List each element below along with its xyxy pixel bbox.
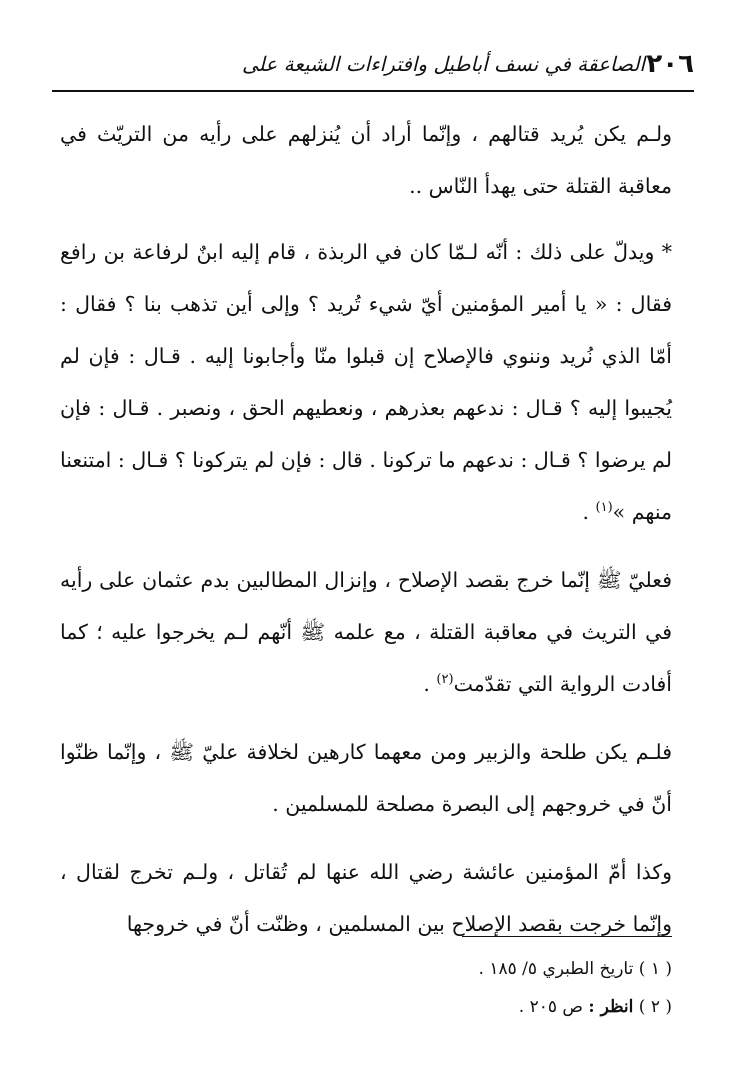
footnote-2-label: انظر : xyxy=(588,997,634,1017)
paragraph-3-tail: . xyxy=(423,672,437,696)
page-number: ٢٠٦ xyxy=(646,49,694,79)
paragraph-2-text: * ويدلّ على ذلك : أنّه لـمّا كان في الربذة ، قام إليه ابنٌ لرفاعة بن رافع فقال : « يا أمير المؤمنين أيّ شيء تُريد ؟ وإلى أين تذهب بنا ؟ فقال : أمّا الذي نُريد وننوي فالإصلاح إن قبلوا منّا وأجابونا إليه . قـال : فإن لم يُجيبوا إليه ؟ قـال : ندعهم بعذرهم ، ونعطيهم الحق ، ونصبر . قـال : فإن لم يرضوا ؟ قـال : ندعهم ما تركونا . قال : فإن لم يتركونا ؟ قـال : امتنعنا منهم » xyxy=(60,240,672,524)
footnote-ref-1[interactable]: (١) xyxy=(595,500,613,516)
paragraph-1-text: ولـم يكن يُريد قتالهم ، وإنّما أراد أن يُنزلهم على رأيه من التريّث في معاقبة القتلة حتى يهدأ النّاس .. xyxy=(60,122,672,198)
footnote-2 xyxy=(60,988,672,1026)
paragraph-2 xyxy=(60,226,672,538)
paragraph-2-tail: . xyxy=(582,500,596,524)
paragraph-5-text: وكذا أمّ المؤمنين عائشة رضي الله عنها لم تُقاتل ، ولـم تخرج لقتال ، وإنّما خرجت بقصد الإصلاح بين المسلمين ، وظنّت أنّ في خروجها xyxy=(60,860,672,936)
footnote-1-marker: ( ١ ) xyxy=(638,959,672,979)
header-divider xyxy=(52,90,694,92)
page-header xyxy=(52,42,694,86)
paragraph-4 xyxy=(60,726,672,830)
paragraph-5 xyxy=(60,846,672,950)
main-text xyxy=(60,108,672,966)
footnote-2-text: ص ٢٠٥ . xyxy=(518,997,583,1017)
paragraph-4-text: فلـم يكن طلحة والزبير ومن معهما كارهين لخلافة عليّ ﷺ ، وإنّما ظنّوا أنّ في خروجهم إلى البصرة مصلحة للمسلمين . xyxy=(60,740,672,816)
footnote-2-marker: ( ٢ ) xyxy=(638,997,672,1017)
footnotes xyxy=(60,950,672,1026)
paragraph-1 xyxy=(60,108,672,212)
paragraph-3-text: فعليّ ﷺ إنّما خرج بقصد الإصلاح ، وإنزال المطالبين بدم عثمان على رأيه في التريث في معاقبة القتلة ، مع علمه ﷺ أنّهم لـم يخرجوا عليه ؛ كما أفادت الرواية التي تقدّمت xyxy=(60,568,672,696)
paragraph-3 xyxy=(60,554,672,710)
running-title: الصاعقة في نسف أباطيل وافتراءات الشيعة على xyxy=(242,52,645,76)
footnote-1 xyxy=(60,950,672,988)
footnote-1-text: تاريخ الطبري ٥/ ١٨٥ . xyxy=(478,959,634,979)
footnote-ref-2[interactable]: (٢) xyxy=(436,672,454,688)
footnote-divider xyxy=(462,936,672,937)
